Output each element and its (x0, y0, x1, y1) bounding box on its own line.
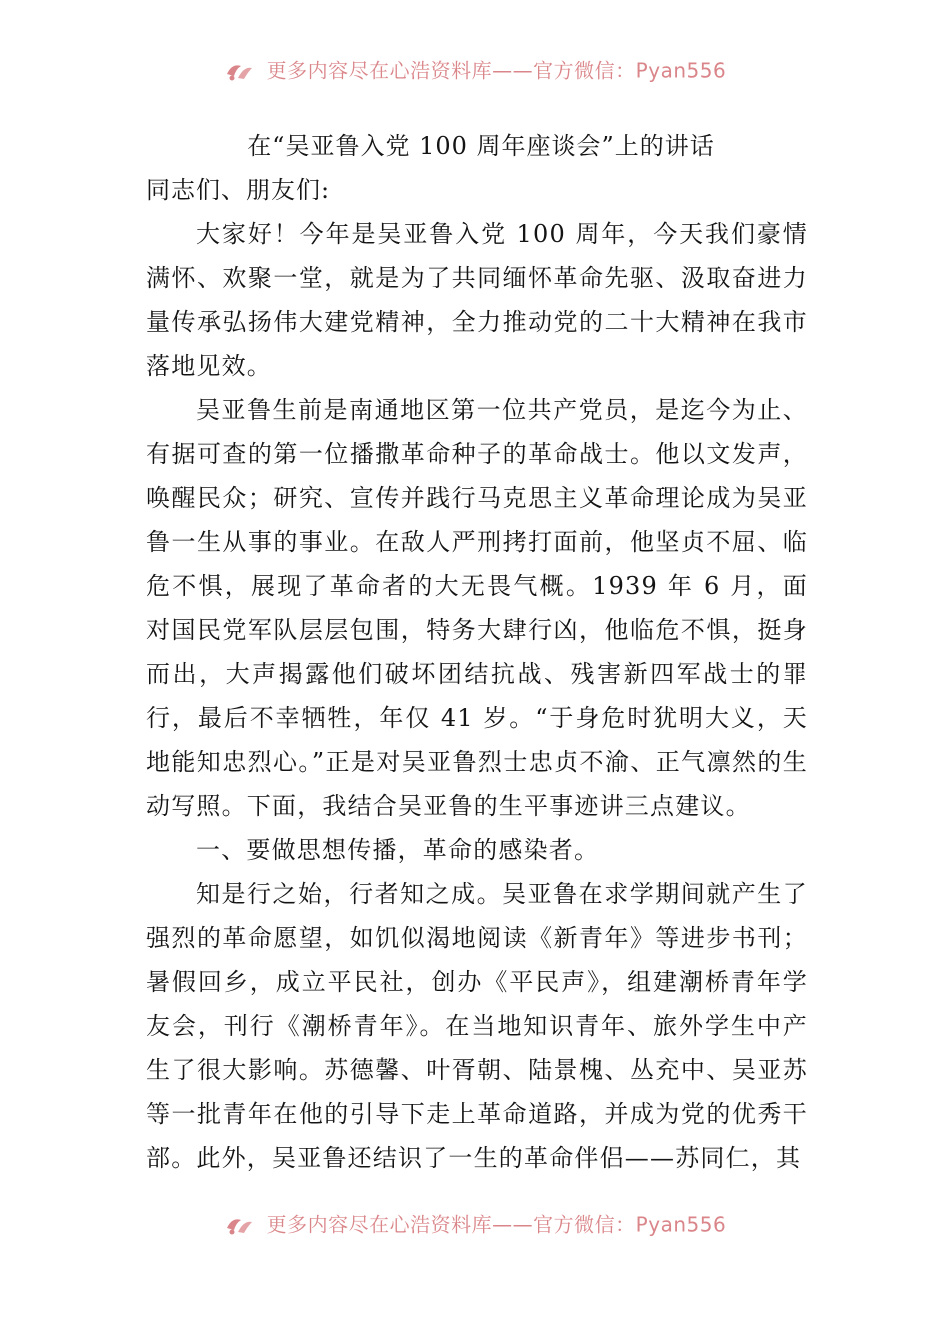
paragraph-intro: 大家好！今年是吴亚鲁入党 100 周年，今天我们豪情满怀、欢聚一堂，就是为了共同缅怀革命先驱、汲取奋进力量传承弘扬伟大建党精神，全力推动党的二十大精神在我市落地见效。 (146, 220, 808, 380)
document-title: 在“吴亚鲁入党 100 周年座谈会”上的讲话 (247, 132, 715, 160)
watermark-text: 更多内容尽在心浩资料库——官方微信：Pyan556 (266, 58, 727, 83)
watermark-top (0, 54, 950, 84)
section-heading-1: 一、要做思想传播，革命的感染者。 (196, 836, 600, 864)
salutation: 同志们、朋友们: (146, 176, 331, 204)
paragraph-section-1: 知是行之始，行者知之成。吴亚鲁在求学期间就产生了强烈的革命愿望，如饥似渴地阅读《新青年》等进步书刊；暑假回乡，成立平民社，创办《平民声》，组建潮桥青年学友会，刊行《潮桥青年》。在当地知识青年、旅外学生中产生了很大影响。苏德馨、叶胥朝、陆景槐、丛充中、吴亚苏等一批青年在他的引导下走上革命道路，并成为党的优秀干部。此外，吴亚鲁还结识了一生的革命伴侣——苏同仁，其 (146, 880, 808, 1172)
watermark-logo-icon (224, 1214, 254, 1236)
document-body (146, 124, 808, 1180)
watermark-logo-icon (224, 60, 254, 82)
paragraph-biography: 吴亚鲁生前是南通地区第一位共产党员，是迄今为止、有据可查的第一位播撒革命种子的革命战士。他以文发声，唤醒民众；研究、宣传并践行马克思主义革命理论成为吴亚鲁一生从事的事业。在敌人严刑拷打面前，他坚贞不屈、临危不惧，展现了革命者的大无畏气概。1939 年 6 月，面对国民党军队层层包围，特务大肆行凶，他临危不惧，挺身而出，大声揭露他们破坏团结抗战、残害新四军战士的罪行，最后不幸牺牲，年仅 41 岁。“于身危时犹明大义，天地能知忠烈心。”正是对吴亚鲁烈士忠贞不渝、正气凛然的生动写照。下面，我结合吴亚鲁的生平事迹讲三点建议。 (146, 396, 808, 820)
watermark-bottom (0, 1208, 950, 1238)
watermark-text: 更多内容尽在心浩资料库——官方微信：Pyan556 (266, 1212, 727, 1237)
